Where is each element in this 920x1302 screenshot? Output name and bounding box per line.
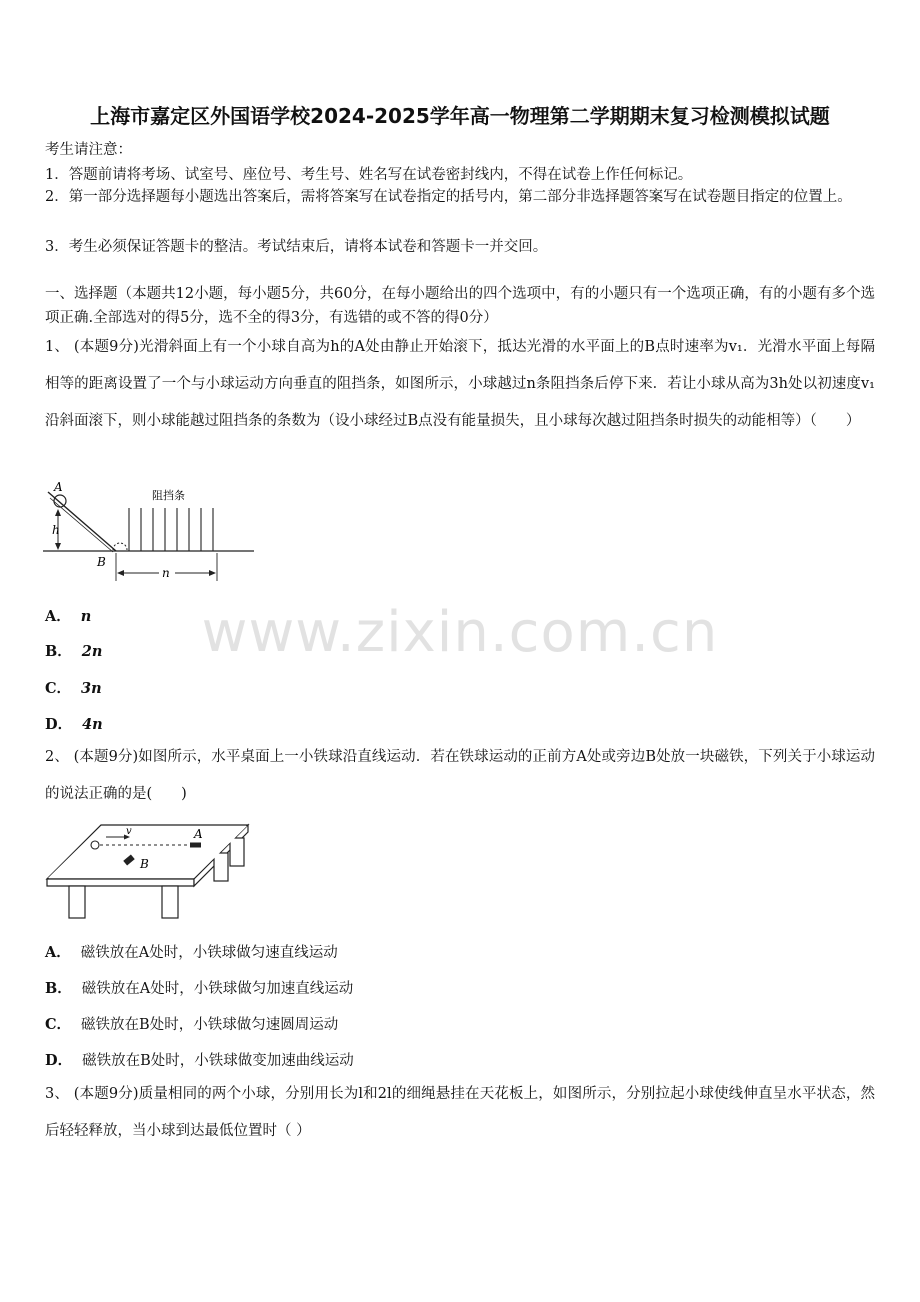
watermark: www.zixin.com.cn — [201, 600, 719, 665]
page-title: 上海市嘉定区外国语学校2024-2025学年高一物理第二学期期末复习检测模拟试题 — [90, 104, 830, 128]
notice-item-2: 2．第一部分选择题每小题选出答案后，需将答案写在试卷指定的括号内，第二部分非选择题答案写在试卷题目指定的位置上。 — [45, 189, 852, 205]
table-magnet-figure — [44, 822, 254, 922]
q1-option-d-letter: D． — [45, 716, 73, 733]
incline-barrier-figure — [40, 480, 260, 590]
ball-at-B — [113, 543, 127, 550]
n-dim-arrow-left — [117, 570, 124, 576]
notice-heading: 考生请注意： — [45, 142, 132, 158]
q1-option-d[interactable] — [45, 713, 103, 734]
q1-option-b-letter: B． — [45, 643, 72, 660]
q1-option-a-letter: A． — [45, 608, 71, 625]
q2-option-d-letter: D． — [45, 1052, 73, 1069]
q2-option-a-letter: A． — [45, 944, 71, 961]
barrier-bars — [129, 508, 213, 551]
table-front-edge — [47, 879, 194, 886]
ball-circle — [54, 495, 66, 507]
q2-option-a-text: 磁铁放在A处时，小铁球做匀速直线运动 — [80, 945, 338, 961]
q2-option-c-letter: C． — [45, 1016, 72, 1033]
label-A: A — [54, 480, 63, 494]
q1-option-b-value: 2n — [81, 643, 103, 660]
n-dim-arrow-right — [209, 570, 216, 576]
iron-ball — [91, 841, 99, 849]
q2-option-c-text: 磁铁放在B处时，小铁球做匀速圆周运动 — [81, 1017, 339, 1033]
q2-option-d-text: 磁铁放在B处时，小铁球做变加速曲线运动 — [82, 1053, 354, 1069]
height-arrow-bottom — [55, 543, 61, 550]
q1-option-c[interactable] — [45, 677, 102, 698]
q2-option-d[interactable] — [45, 1049, 354, 1070]
label-A: A — [194, 827, 203, 841]
q2-option-b[interactable] — [45, 977, 353, 998]
magnet-A — [190, 843, 201, 848]
q1-option-c-value: 3n — [81, 680, 102, 697]
q1-option-a-value: n — [80, 608, 92, 625]
height-arrow-top — [55, 509, 61, 516]
question-1-text: 1、 (本题9分)光滑斜面上有一个小球自高为h的A处由静止开始滚下，抵达光滑的水平面上的B点时速率为v₁．光滑水平面上每隔相等的距离设置了一个与小球运动方向垂直的阻挡条，如图所示，小球越过n条阻挡条后停下来．若让小球从高为3h处以初速度v₁沿斜面滚下，则小球能越过阻挡条的条数为（设小球经过B点没有能量损失，且小球每次越过阻挡条时损失的动能相等）（ ） — [45, 339, 875, 429]
q2-option-a[interactable] — [45, 941, 338, 962]
question-3-text: 3、 (本题9分)质量相同的两个小球，分别用长为l和2l的细绳悬挂在天花板上，如图所示，分别拉起小球使线伸直呈水平状态，然后轻轻释放，当小球到达最低位置时（ ） — [45, 1086, 875, 1139]
table-leg-front-right — [162, 886, 178, 918]
label-v: v — [126, 826, 132, 837]
q2-option-c[interactable] — [45, 1013, 338, 1034]
label-B: B — [140, 857, 149, 871]
q1-option-c-letter: C． — [45, 680, 72, 697]
notice-item-3: 3．考生必须保证答题卡的整洁。考试结束后，请将本试卷和答题卡一并交回。 — [45, 239, 548, 255]
label-n: n — [162, 566, 170, 580]
section-heading: 一、选择题（本题共12小题，每小题5分，共60分，在每小题给出的四个选项中，有的小题只有一个选项正确，有的小题有多个选项正确.全部选对的得5分，选不全的得3分，有选错的或不答的得0分） — [45, 286, 875, 326]
q2-option-b-letter: B． — [45, 980, 72, 997]
label-h: h — [52, 523, 60, 537]
label-B: B — [97, 555, 106, 569]
label-barrier: 阻挡条 — [152, 489, 185, 502]
table-leg-back-right — [214, 853, 228, 881]
q2-option-b-text: 磁铁放在A处时，小铁球做匀加速直线运动 — [81, 981, 354, 997]
table-leg-front-left — [69, 886, 85, 918]
notice-item-1: 1．答题前请将考场、试室号、座位号、考生号、姓名写在试卷密封线内，不得在试卷上作任何标记。 — [45, 167, 693, 183]
table-leg-back-right-2 — [230, 838, 244, 866]
q1-option-d-value: 4n — [82, 716, 103, 733]
question-2-text: 2、 (本题9分)如图所示，水平桌面上一小铁球沿直线运动．若在铁球运动的正前方A处或旁边B处放一块磁铁，下列关于小球运动的说法正确的是( ) — [45, 749, 875, 802]
